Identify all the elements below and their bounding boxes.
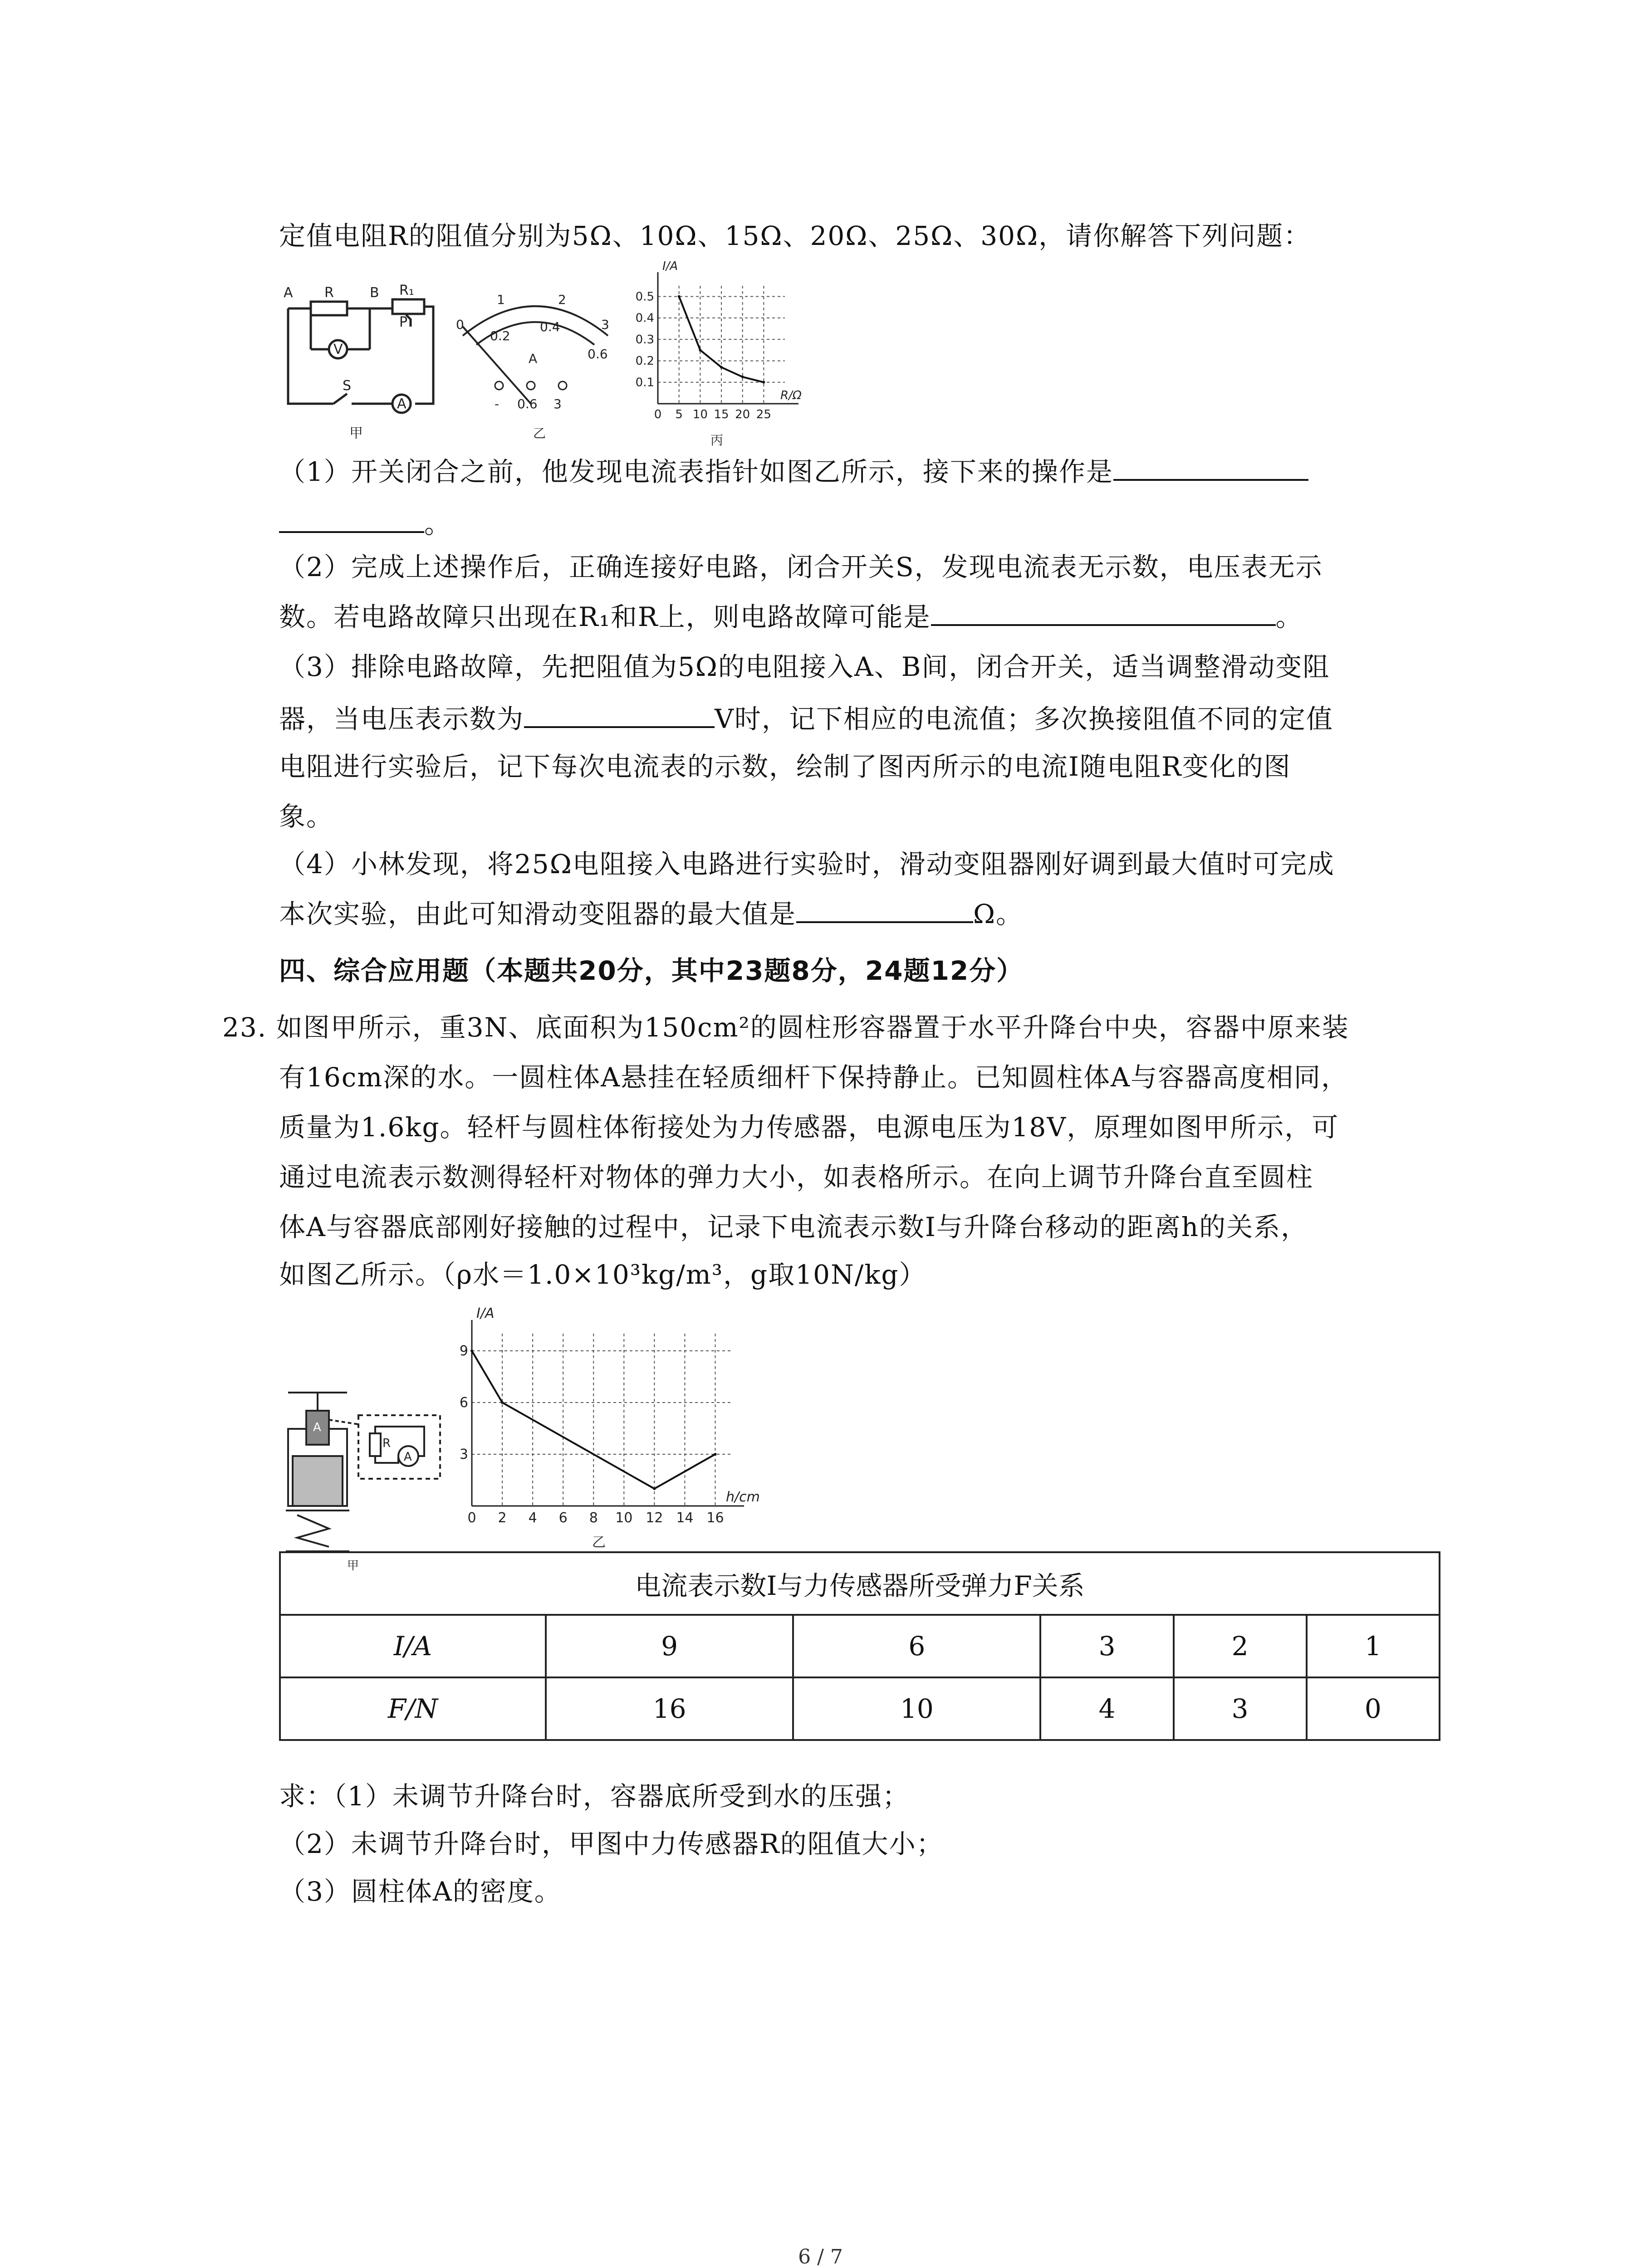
meter-small-0-6: 0.6: [588, 347, 608, 362]
answer-blank-4[interactable]: [796, 896, 973, 923]
caption-jia-bottom: 甲: [347, 1559, 359, 1573]
table-cell: 0: [1307, 1677, 1440, 1740]
caption-yi-bottom: 乙: [592, 1535, 606, 1550]
problem-23-line-c: 质量为1.6kg。轻杆与圆柱体衔接处为力传感器，电源电压为18V，原理如图甲所示，可: [279, 1112, 1339, 1143]
q3-text: 器，当电压表示数为: [279, 704, 524, 734]
table-cell: 6: [793, 1615, 1040, 1677]
bing-y-tick-label: 0.1: [635, 376, 654, 390]
row-label: I/A: [280, 1615, 546, 1677]
problem-23-line-b: 有16cm深的水。一圆柱体A悬挂在轻质细杆下保持静止。已知圆柱体A与容器高度相同，: [279, 1062, 1349, 1093]
bing-data-point: [762, 381, 765, 384]
label-V: V: [333, 342, 343, 357]
yi2-x-tick-label: 14: [676, 1510, 694, 1526]
yi2-x-tick-label: 12: [646, 1510, 663, 1526]
label-ammeter: A: [397, 396, 407, 412]
q1-text: （1）开关闭合之前，他发现电流表指针如图乙所示，接下来的操作是: [279, 456, 1113, 487]
bing-data-point: [720, 366, 723, 369]
problem-23-line-d: 通过电流表示数测得轻杆对物体的弹力大小，如表格所示。在向上调节升降台直至圆柱: [279, 1162, 1314, 1193]
yi2-y-tick-label: 3: [459, 1447, 468, 1462]
meter-unit: A: [529, 351, 538, 366]
caption-jia-top: 甲: [349, 425, 363, 441]
bing-y-axis-label: I/A: [662, 259, 678, 273]
bing-data-point: [741, 376, 744, 378]
yi2-x-tick-label: 0: [467, 1510, 476, 1526]
meter-tick-1: 1: [497, 292, 505, 307]
bing-data-point: [699, 349, 701, 352]
yi2-series-line: [472, 1351, 715, 1489]
table-row: [280, 1615, 1440, 1677]
q1-end: 。: [424, 508, 452, 539]
graph-yi-bottom: [449, 1297, 794, 1551]
table-cell: 3: [1174, 1677, 1307, 1740]
table-cell: 16: [546, 1677, 793, 1740]
row-label: F/N: [280, 1677, 546, 1740]
table-title: 电流表示数I与力传感器所受弹力F关系: [280, 1552, 1440, 1615]
q2-text: 数。若电路故障只出现在R₁和R上，则电路故障可能是: [279, 601, 931, 632]
question-2-line-a: （2）完成上述操作后，正确连接好电路，闭合开关S，发现电流表无示数，电压表无示: [279, 552, 1323, 582]
table-title-row: [280, 1552, 1440, 1615]
q2-end: 。: [1275, 601, 1303, 632]
bing-data-point: [678, 295, 681, 298]
meter-tick-2: 2: [558, 292, 566, 307]
data-table: [279, 1551, 1440, 1741]
yi2-data-point: [653, 1487, 656, 1490]
label-ammeter-bottom: A: [404, 1450, 412, 1464]
question-3-line-a: （3）排除电路故障，先把阻值为5Ω的电阻接入A、B间，闭合开关，适当调整滑动变阻: [279, 651, 1330, 682]
table-cell: 9: [546, 1615, 793, 1677]
table-cell: 10: [793, 1677, 1040, 1740]
yi2-y-axis-label: I/A: [476, 1305, 495, 1321]
label-P: P: [399, 314, 408, 330]
table-cell: 4: [1040, 1677, 1173, 1740]
page-number: 6 / 7: [798, 2245, 843, 2268]
yi2-x-tick-label: 4: [528, 1510, 537, 1526]
yi2-x-tick-label: 2: [498, 1510, 507, 1526]
intro-line: 定值电阻R的阻值分别为5Ω、10Ω、15Ω、20Ω、25Ω、30Ω，请你解答下列问题：: [279, 220, 1311, 251]
meter-small-0-2: 0.2: [490, 328, 510, 343]
ask-line-1: 求：（1）未调节升降台时，容器底所受到水的压强；: [279, 1781, 910, 1812]
bing-y-tick-label: 0.2: [635, 354, 654, 368]
bing-x-tick-label: 15: [714, 408, 729, 421]
answer-blank-1a[interactable]: [1113, 454, 1308, 481]
yi2-x-tick-label: 16: [706, 1510, 724, 1526]
terminal-minus: -: [495, 396, 500, 411]
ammeter-figure-yi: [449, 286, 622, 445]
yi2-data-point: [714, 1453, 716, 1456]
bing-x-axis-label: R/Ω: [780, 389, 802, 402]
yi2-y-tick-label: 9: [459, 1343, 468, 1359]
table-row: [280, 1677, 1440, 1740]
answer-blank-3[interactable]: [524, 701, 715, 728]
section-heading: 四、综合应用题（本题共20分，其中23题8分，24题12分）: [279, 955, 1024, 986]
question-1-line-b: [279, 506, 451, 542]
table-cell: 3: [1040, 1615, 1173, 1677]
question-3-line-d: 象。: [279, 801, 334, 832]
graph-bing: [626, 259, 817, 451]
answer-blank-2[interactable]: [931, 599, 1276, 626]
question-1-line: [279, 454, 1308, 490]
meter-tick-3: 3: [601, 317, 609, 332]
q3-text-after: V时，记下相应的电流值；多次换接阻值不同的定值: [715, 704, 1333, 734]
label-R-sensor: R: [382, 1437, 391, 1450]
label-B: B: [370, 285, 379, 301]
yi2-y-tick-label: 6: [459, 1395, 468, 1411]
yi2-x-tick-label: 8: [589, 1510, 598, 1526]
circuit-figure-jia: [279, 281, 442, 445]
ask-line-3: （3）圆柱体A的密度。: [279, 1876, 562, 1907]
question-3-line-c: 电阻进行实验后，记下每次电流表的示数，绘制了图丙所示的电流I随电阻R变化的图: [279, 751, 1291, 782]
q4-end: Ω。: [973, 899, 1024, 929]
question-4-line-a: （4）小林发现，将25Ω电阻接入电路进行实验时，滑动变阻器刚好调到最大值时可完成: [279, 849, 1335, 880]
bing-x-tick-label: 25: [756, 408, 771, 421]
bing-y-tick-label: 0.3: [635, 332, 654, 347]
caption-bing: 丙: [710, 433, 724, 448]
q4-text: 本次实验，由此可知滑动变阻器的最大值是: [279, 899, 797, 929]
yi2-x-axis-label: h/cm: [726, 1489, 760, 1505]
question-2-line-b: [279, 599, 1303, 635]
meter-tick-0: 0: [456, 317, 464, 332]
meter-small-0-4: 0.4: [540, 319, 560, 334]
bing-x-tick-label: 5: [675, 408, 683, 421]
bing-x-tick-label: 20: [735, 408, 750, 421]
yi2-data-point: [470, 1349, 473, 1352]
answer-blank-1b[interactable]: [279, 506, 424, 533]
problem-23-line-f: 如图乙所示。（ρ水＝1.0×10³kg/m³，g取10N/kg）: [279, 1259, 926, 1290]
problem-23-line-a: 23. 如图甲所示，重3N、底面积为150cm²的圆柱形容器置于水平升降台中央，容器中原来装: [222, 1012, 1349, 1043]
label-A: A: [284, 285, 293, 301]
yi2-x-tick-label: 6: [558, 1510, 568, 1526]
question-3-line-b: [279, 701, 1333, 737]
apparatus-figure-jia: [279, 1383, 451, 1573]
label-R: R: [324, 285, 334, 301]
question-4-line-b: [279, 896, 1023, 932]
yi2-x-tick-label: 10: [615, 1510, 633, 1526]
bing-x-tick-label: 10: [692, 408, 708, 421]
label-S: S: [343, 378, 352, 394]
terminal-0-6: 0.6: [517, 396, 538, 411]
ask-line-2: （2）未调节升降台时，甲图中力传感器R的阻值大小；: [279, 1828, 944, 1859]
caption-yi-top: 乙: [533, 426, 546, 441]
label-R1: R₁: [399, 283, 414, 298]
bing-y-tick-label: 0.4: [635, 311, 654, 325]
table-cell: 2: [1174, 1615, 1307, 1677]
table-cell: 1: [1307, 1615, 1440, 1677]
bing-y-tick-label: 0.5: [635, 290, 654, 304]
bing-x-tick-label: 0: [654, 408, 662, 421]
terminal-3: 3: [554, 396, 562, 411]
yi2-data-point: [501, 1401, 504, 1404]
problem-23-line-e: 体A与容器底部刚好接触的过程中，记录下电流表示数I与升降台移动的距离h的关系，: [279, 1212, 1308, 1242]
label-A-block: A: [313, 1421, 321, 1434]
